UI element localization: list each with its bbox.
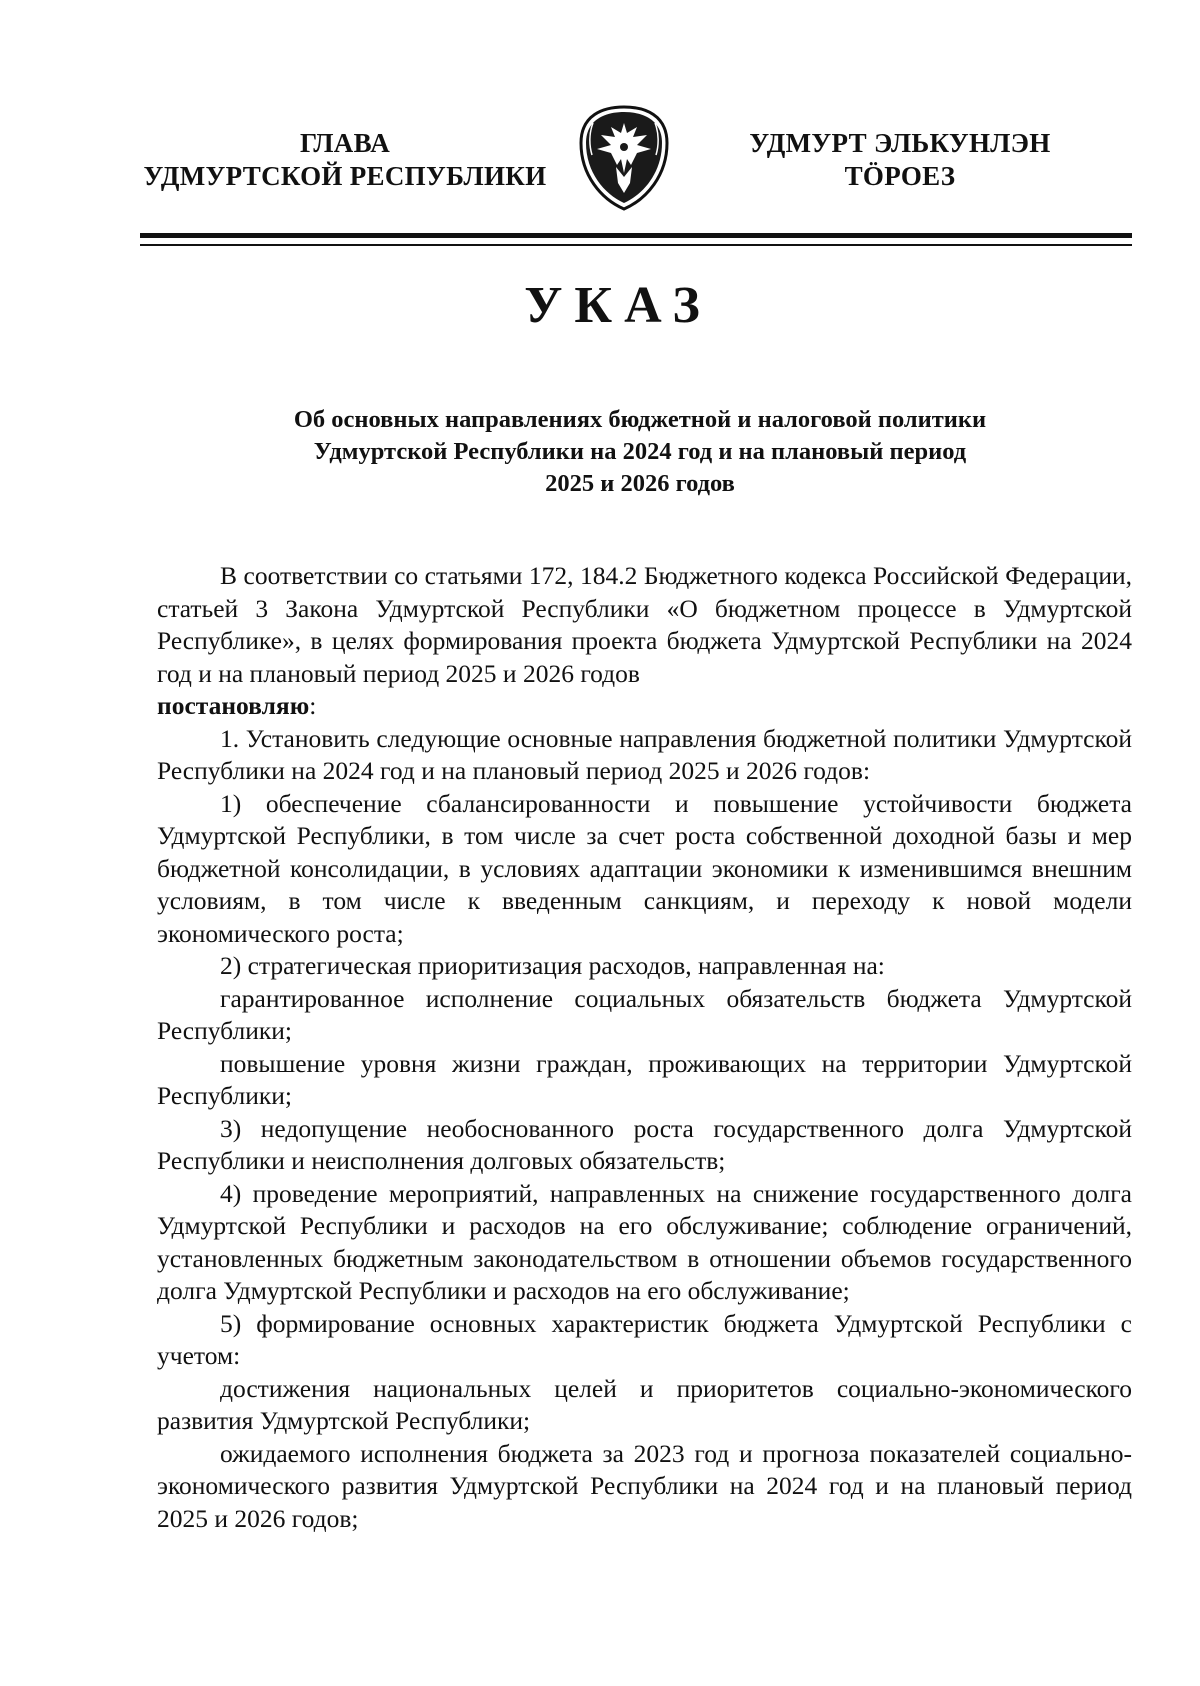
header-right-line2: ТӦРОЕЗ xyxy=(844,161,956,191)
header-left-line1: ГЛАВА xyxy=(299,128,391,158)
clause-1-2-b: повышение уровня жизни граждан, проживающих на территории Удмуртской Республики; xyxy=(157,1048,1132,1110)
coat-of-arms-icon xyxy=(575,103,673,213)
subject-line1: Об основных направлениях бюджетной и налоговой политики xyxy=(293,406,987,433)
document-title: УКАЗ xyxy=(524,277,712,334)
subject-line2: Удмуртской Республики на 2024 год и на плановый период xyxy=(313,438,967,465)
header-left-authority xyxy=(130,127,560,193)
clause-1-5: 5) формирование основных характеристик бюджета Удмуртской Республики с учетом: xyxy=(157,1308,1132,1370)
decree-word: постановляю xyxy=(157,691,310,720)
header-right-authority xyxy=(730,127,1070,193)
clause-1-1: 1) обеспечение сбалансированности и повышение устойчивости бюджета Удмуртской Республики, в том числе за счет роста собственной доходной базы и мер бюджетной консолидации, в условиях адаптации экономики к изменившимся внешним условиям, в том числе к введенным санкциям, и переходу к новой модели экономического роста; xyxy=(157,788,1132,948)
header-left-line2: УДМУРТСКОЙ РЕСПУБЛИКИ xyxy=(143,161,547,191)
clause-1-4: 4) проведение мероприятий, направленных на снижение государственного долга Удмуртской Республики и расходов на его обслуживание; соблюдение ограничений, установленных бюджетным законодательством в отношении объемов государственного долга Удмуртской Республики и расходов на его обслуживание; xyxy=(157,1178,1132,1305)
clause-1-5-b: ожидаемого исполнения бюджета за 2023 год и прогноза показателей социально-экономического развития Удмуртской Республики на 2024 год и на плановый период 2025 и 2026 годов; xyxy=(157,1438,1132,1533)
clause-1-5-a: достижения национальных целей и приоритетов социально-экономического развития Удмуртской Республики; xyxy=(157,1373,1132,1435)
document-subject xyxy=(220,404,1060,500)
clause-1-3: 3) недопущение необоснованного роста государственного долга Удмуртской Республики и неисполнения долговых обязательств; xyxy=(157,1113,1132,1175)
decree-colon: : xyxy=(309,691,317,720)
document-body xyxy=(157,560,1132,1535)
subject-line3: 2025 и 2026 годов xyxy=(545,470,735,497)
header-right-line1: УДМУРТ ЭЛЬКУНЛЭН xyxy=(749,128,1051,158)
clause-1-2: 2) стратегическая приоритизация расходов, направленная на: xyxy=(220,951,885,980)
clause-1: 1. Установить следующие основные направления бюджетной политики Удмуртской Республики на 2024 год и на плановый период 2025 и 2026 годов: xyxy=(157,723,1132,785)
clause-1-2-a: гарантированное исполнение социальных обязательств бюджета Удмуртской Республики; xyxy=(157,983,1132,1045)
preamble-paragraph xyxy=(157,560,1132,723)
header-divider-thick xyxy=(140,233,1132,238)
preamble-text: В соответствии со статьями 172, 184.2 Бюджетного кодекса Российской Федерации, статьей 3 Закона Удмуртской Республики «О бюджетном процессе в Удмуртской Республике», в целях формирования проекта бюджета Удмуртской Республики на 2024 год и на плановый период 2025 и 2026 годов xyxy=(157,561,1132,688)
header-divider-thin xyxy=(140,244,1132,246)
